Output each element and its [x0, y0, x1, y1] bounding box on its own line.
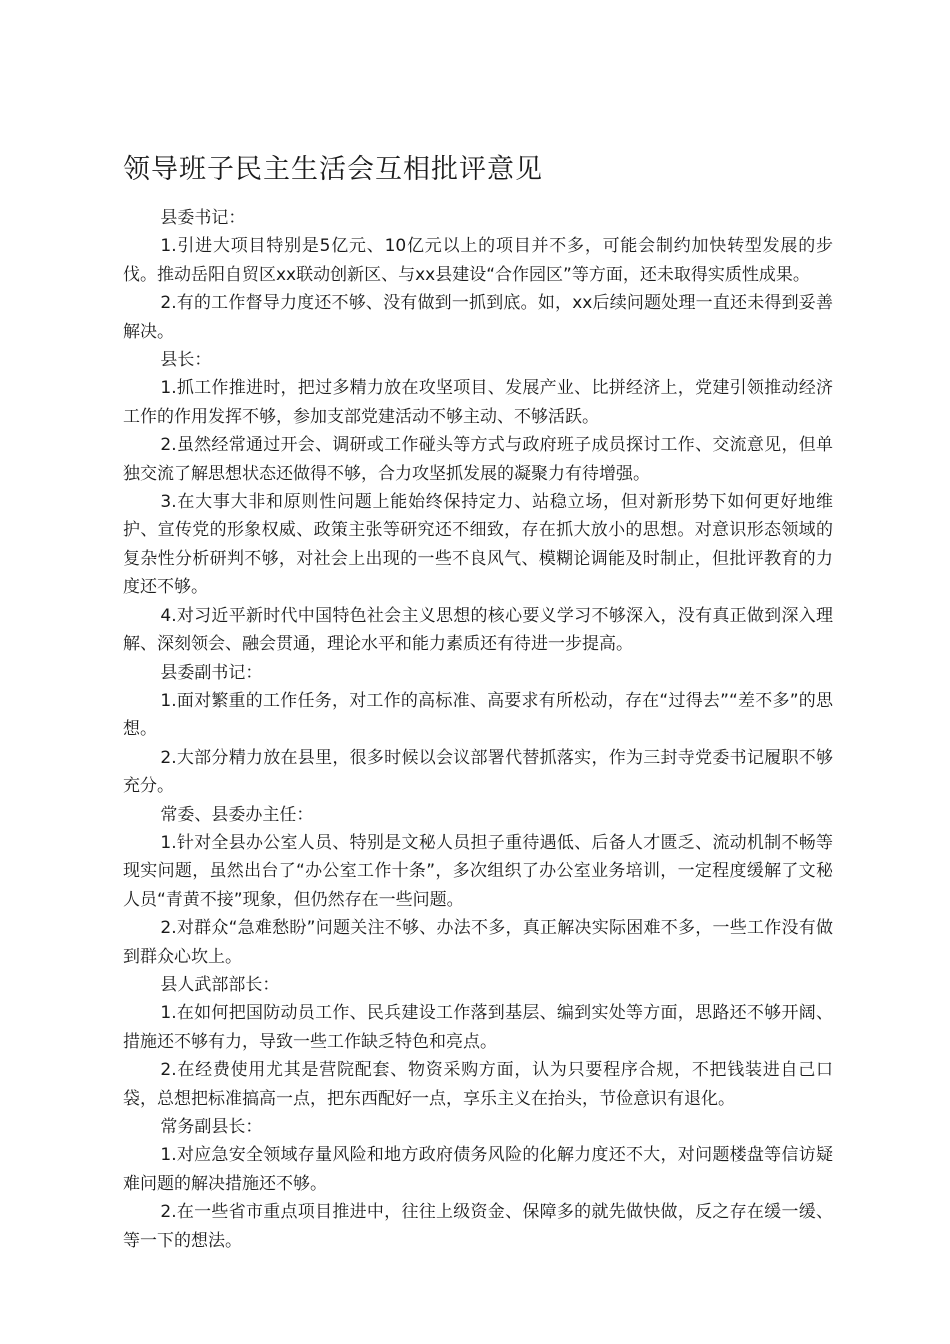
document-body	[123, 204, 833, 1255]
section-heading: 县长：	[160, 350, 212, 371]
paragraph: 2.在经费使用尤其是营院配套、物资采购方面，认为只要程序合规，不把钱装进自己口袋，总想把标准搞高一点，把东西配好一点，享乐主义在抬头，节俭意识有退化。	[123, 1060, 833, 1109]
paragraph: 1.引进大项目特别是5亿元、10亿元以上的项目并不多，可能会制约加快转型发展的步伐。推动岳阳自贸区xx联动创新区、与xx县建设“合作园区”等方面，还未取得实质性成果。	[123, 236, 833, 285]
section-heading: 常务副县长：	[160, 1117, 263, 1137]
document-title: 领导班子民主生活会互相批评意见	[123, 154, 543, 185]
paragraph: 1.面对繁重的工作任务，对工作的高标准、高要求有所松动，存在“过得去”“差不多”的思想。	[123, 690, 833, 740]
paragraph: 2.虽然经常通过开会、调研或工作碰头等方式与政府班子成员探讨工作、交流意见，但单独交流了解思想状态还做得不够，合力攻坚抓发展的凝聚力有待增强。	[123, 435, 833, 484]
paragraph: 1.针对全县办公室人员、特别是文秘人员担子重待遇低、后备人才匮乏、流动机制不畅等现实问题，虽然出台了“办公室工作十条”，多次组织了办公室业务培训，一定程度缓解了文秘人员“青黄不接”现象，但仍然存在一些问题。	[123, 832, 833, 910]
paragraph: 2.在一些省市重点项目推进中，往往上级资金、保障多的就先做快做，反之存在缓一缓、等一下的想法。	[123, 1202, 833, 1251]
section-heading: 县委副书记：	[160, 662, 263, 683]
paragraph: 2.有的工作督导力度还不够、没有做到一抓到底。如，xx后续问题处理一直还未得到妥善解决。	[123, 293, 833, 342]
section-heading: 常委、县委办主任：	[160, 804, 314, 825]
paragraph: 2.大部分精力放在县里，很多时候以会议部署代替抓落实，作为三封寺党委书记履职不够充分。	[123, 747, 833, 797]
paragraph: 3.在大事大非和原则性问题上能始终保持定力、站稳立场，但对新形势下如何更好地维护、宣传党的形象权威、政策主张等研究还不细致，存在抓大放小的思想。对意识形态领域的复杂性分析研判不够，对社会上出现的一些不良风气、模糊论调能及时制止，但批评教育的力度还不够。	[123, 492, 833, 598]
paragraph: 1.抓工作推进时，把过多精力放在攻坚项目、发展产业、比拼经济上，党建引领推动经济工作的作用发挥不够，参加支部党建活动不够主动、不够活跃。	[123, 378, 833, 427]
section-heading: 县人武部部长：	[160, 974, 280, 995]
paragraph: 1.在如何把国防动员工作、民兵建设工作落到基层、编到实处等方面，思路还不够开阔、措施还不够有力，导致一些工作缺乏特色和亮点。	[123, 1003, 833, 1052]
paragraph: 4.对习近平新时代中国特色社会主义思想的核心要义学习不够深入，没有真正做到深入理解、深刻领会、融会贯通，理论水平和能力素质还有待进一步提高。	[123, 605, 833, 655]
section-heading: 县委书记：	[160, 208, 246, 228]
paragraph: 2.对群众“急难愁盼”问题关注不够、办法不多，真正解决实际困难不多，一些工作没有做到群众心坎上。	[123, 918, 833, 967]
paragraph: 1.对应急安全领域存量风险和地方政府债务风险的化解力度还不大，对问题楼盘等信访疑难问题的解决措施还不够。	[123, 1145, 833, 1194]
